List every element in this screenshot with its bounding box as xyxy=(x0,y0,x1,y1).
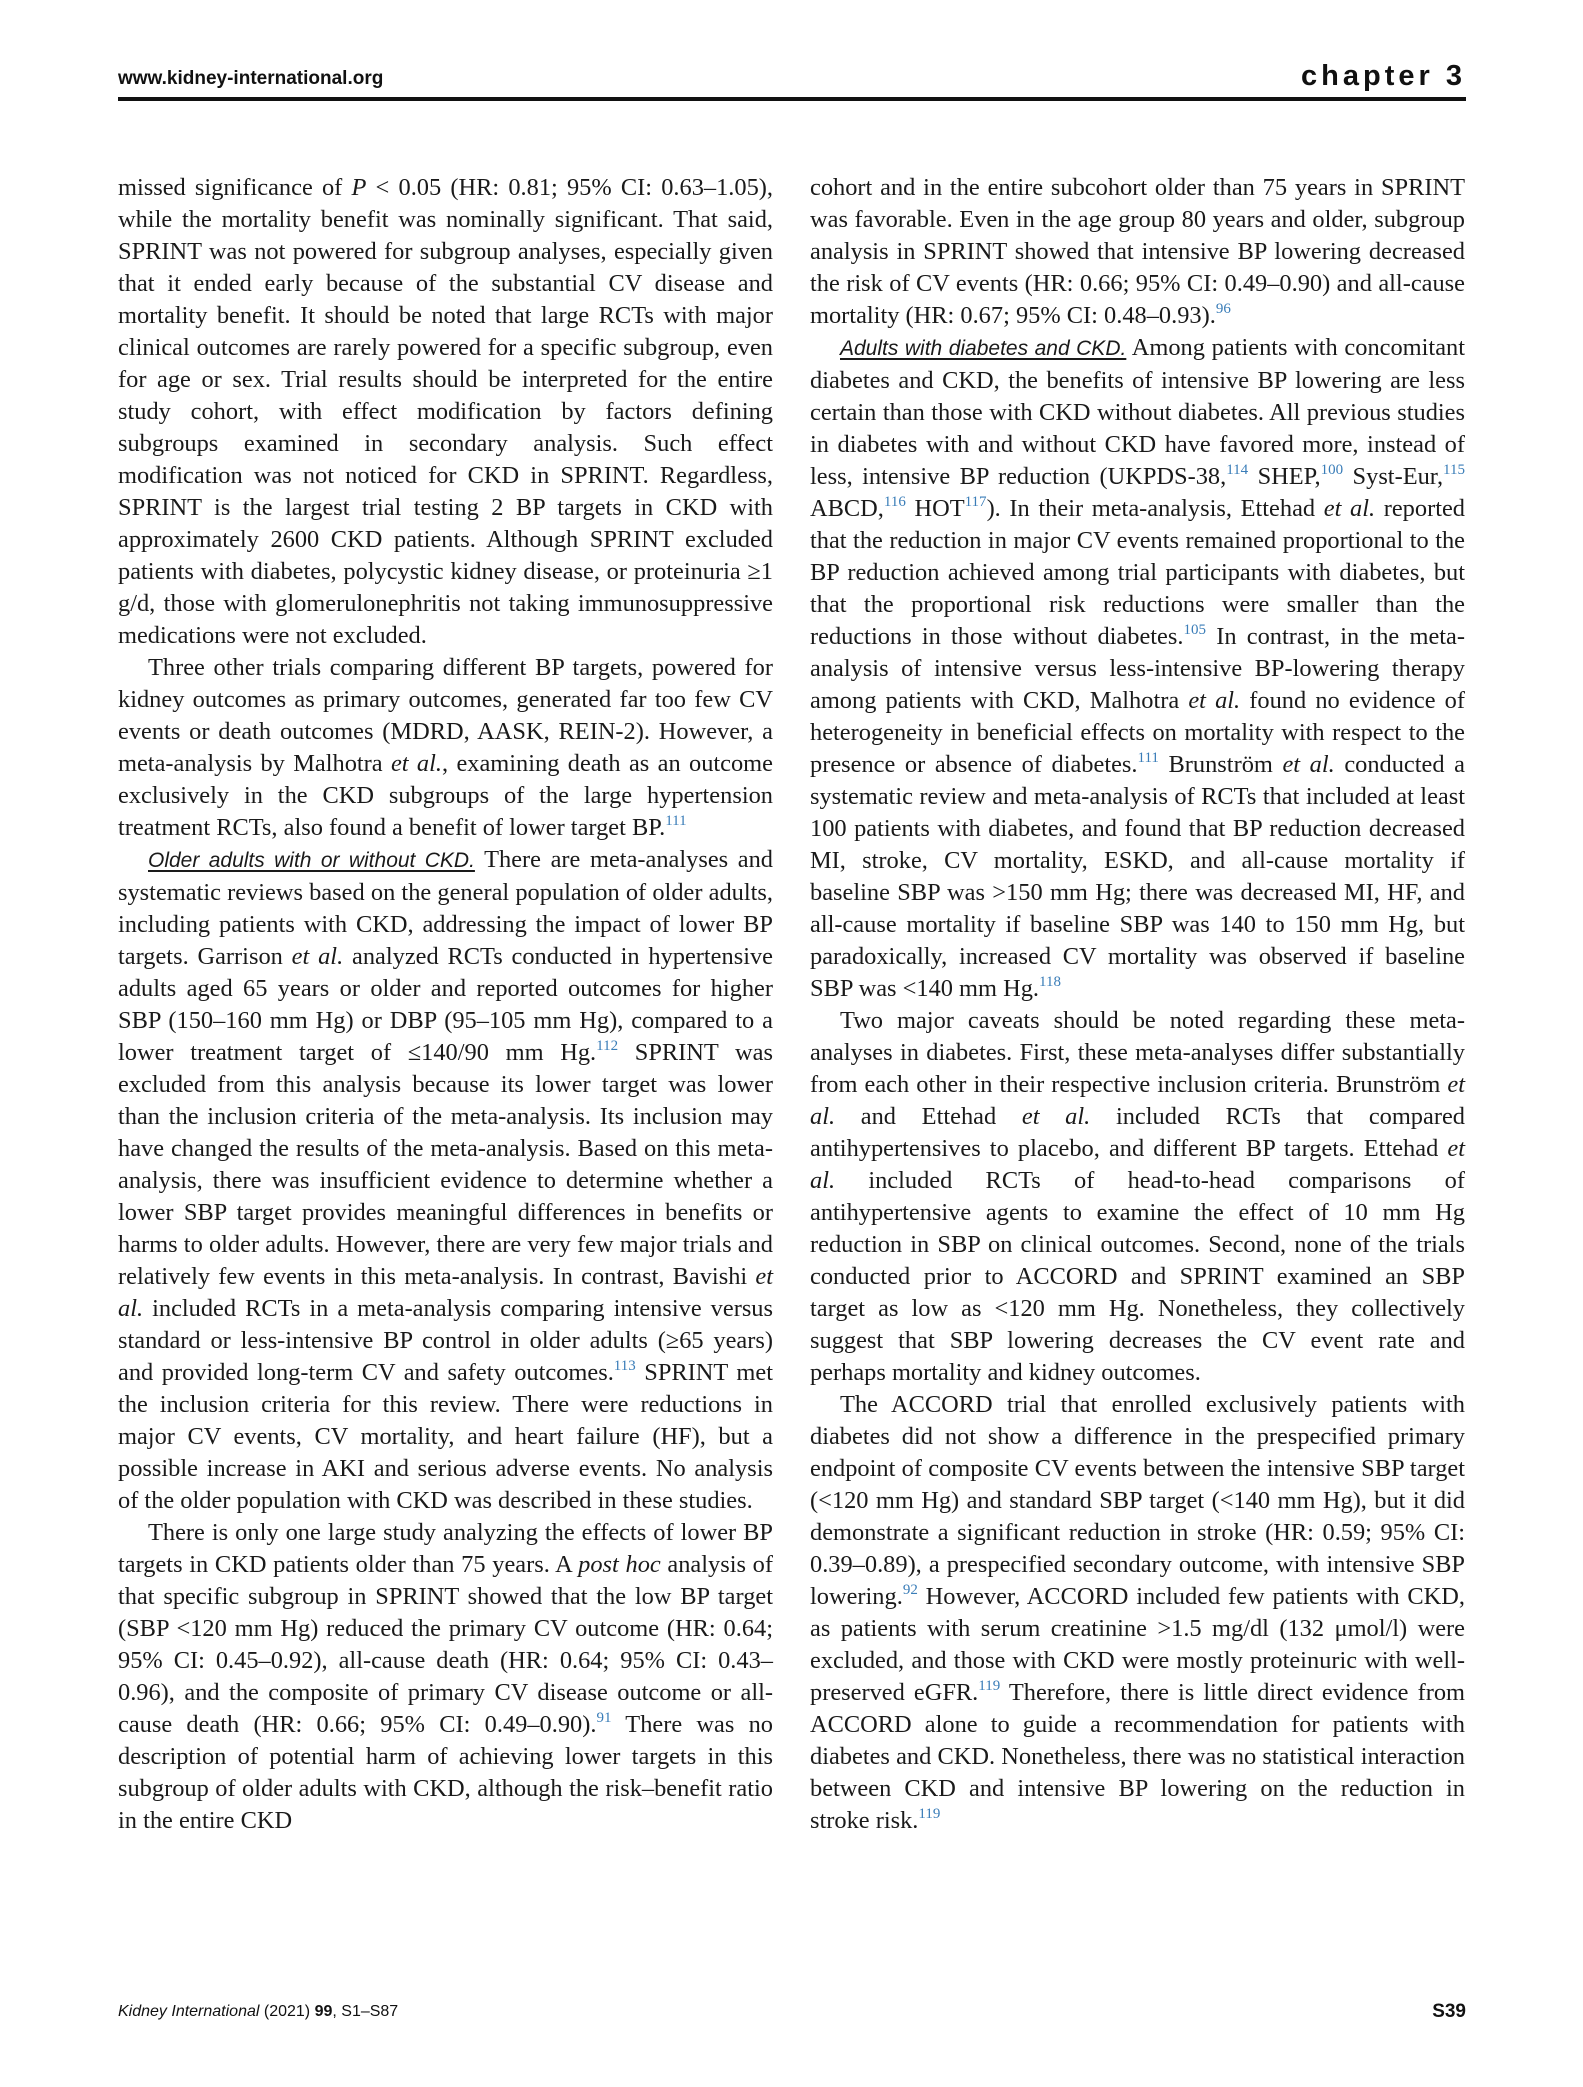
left-paragraph-4: There is only one large study analyzing the effects of lower BP targets in CKD patients older than 75 years. A post hoc analysis of that specific subgroup in SPRINT showed that the low BP target (SBP <120 mm Hg) reduced the primary CV outcome (HR: 0.64; 95% CI: 0.45–0.92), all-cause death (HR: 0.64; 95% CI: 0.43–0.96), and the composite of primary CV disease outcome or all-cause death (HR: 0.66; 95% CI: 0.49–0.90).$^{91}$ There was no description of potential harm of achieving lower targets in this subgroup of older adults with CKD, although the risk–benefit ratio in the entire CKD xyxy=(118,1519,774,1834)
reference-link[interactable]: 112 xyxy=(596,1038,619,1054)
header-divider xyxy=(118,97,1466,101)
right-column xyxy=(810,172,1465,1837)
right-paragraph-3: Two major caveats should be noted regarding these meta-analyses in diabetes. First, these meta-analyses differ substantially from each other in their respective inclusion criteria. Brunström et al. and Ettehad et al. included RCTs that compared antihypertensives to placebo, and different BP targets. Ettehad et al. included RCTs of head-to-head comparisons of antihypertensive agents to examine the effect of 10 mm Hg reduction in SBP on clinical outcomes. Second, none of the trials conducted prior to ACCORD and SPRINT examined an SBP target as low as <120 mm Hg. Nonetheless, they collectively suggest that SBP lowering decreases the CV event rate and perhaps mortality and kidney outcomes. xyxy=(810,1007,1465,1386)
reference-link[interactable]: 119 xyxy=(978,1678,1001,1694)
right-paragraph-1: cohort and in the entire subcohort older than 75 years in SPRINT was favorable. Even in the age group 80 years and older, subgroup analysis in SPRINT showed that intensive BP lowering decreased the risk of CV events (HR: 0.66; 95% CI: 0.49–0.90) and all-cause mortality (HR: 0.67; 95% CI: 0.48–0.93).$^{96}$ xyxy=(810,174,1465,329)
page-number: S39 xyxy=(1432,2001,1466,2022)
left-paragraph-1: missed significance of P < 0.05 (HR: 0.81; 95% CI: 0.63–1.05), while the mortality benefit was nominally significant. That said, SPRINT was not powered for subgroup analyses, especially given that it ended early because of the substantial CV disease and mortality benefit. It should be noted that large RCTs with major clinical outcomes are rarely powered for a specific subgroup, even for age or sex. Trial results should be interpreted for the entire study cohort, with effect modification by factors defining subgroups examined in secondary analysis. Such effect modification was not noticed for CKD in SPRINT. Regardless, SPRINT is the largest trial testing 2 BP targets in CKD with approximately 2600 CKD patients. Although SPRINT excluded patients with diabetes, polycystic kidney disease, or proteinuria ≥1 g/d, those with glomerulonephritis not taking immunosuppressive medications were not excluded. xyxy=(118,174,773,649)
right-paragraph-2: Adults with diabetes and CKD. Among patients with concomitant diabetes and CKD, the benefits of intensive BP lowering are less certain than those with CKD without diabetes. All previous studies in diabetes with and without CKD have favored more, instead of less, intensive BP reduction (UKPDS-38,$^{114}$ SHEP,$^{100}$ Syst-Eur,$^{115}$ ABCD,$^{116}$ HOT$^{117}$). In their meta-analysis, Ettehad et al. reported that the reduction in major CV events remained proportional to the BP reduction achieved among trial participants with diabetes, but that the proportional risk reductions were smaller than the reductions in those without diabetes.$^{105}$ In contrast, in the meta-analysis of intensive versus less-intensive BP-lowering therapy among patients with CKD, Malhotra et al. found no evidence of heterogeneity in beneficial effects on mortality with respect to the presence or absence of diabetes.$^{111}$ Brunström et al. conducted a systematic review and meta-analysis of RCTs that included at least 100 patients with diabetes, and found that BP reduction decreased MI, stroke, CV mortality, ESKD, and all-cause mortality if baseline SBP was >150 mm Hg; there was decreased MI, HF, and all-cause mortality if baseline SBP was 140 to 150 mm Hg, but paradoxically, increased CV mortality was observed if baseline SBP was <140 mm Hg.$^{118}$ xyxy=(810,334,1465,1002)
reference-link[interactable]: 113 xyxy=(613,1358,636,1374)
chapter-label: chapter 3 xyxy=(1301,60,1466,92)
reference-link[interactable]: 111 xyxy=(665,813,687,829)
reference-link[interactable]: 118 xyxy=(1039,974,1061,990)
right-paragraph-4: The ACCORD trial that enrolled exclusively patients with diabetes did not show a difference in the prespecified primary endpoint of composite CV events between the intensive SBP target (<120 mm Hg) and standard SBP target (<140 mm Hg), but it did demonstrate a significant reduction in stroke (HR: 0.59; 95% CI: 0.39–0.89), a prespecified secondary outcome, with intensive SBP lowering.$^{92}$ However, ACCORD included few patients with CKD, as patients with serum creatinine >1.5 mg/dl (132 μmol/l) were excluded, and those with CKD were mostly proteinuric with well-preserved eGFR.$^{119}$ Therefore, there is little direct evidence from ACCORD alone to guide a recommendation for patients with diabetes and CKD. Nonetheless, there was no statistical interaction between CKD and intensive BP lowering on the reduction in stroke risk.$^{119}$ xyxy=(810,1391,1465,1834)
reference-link[interactable]: 91 xyxy=(596,1710,612,1726)
left-paragraph-2: Three other trials comparing different BP targets, powered for kidney outcomes as primary outcomes, generated far too few CV events or death outcomes (MDRD, AASK, REIN-2). However, a meta-analysis by Malhotra et al., examining death as an outcome exclusively in the CKD subgroups of the large hypertension treatment RCTs, also found a benefit of lower target BP.$^{111}$ xyxy=(118,654,773,841)
footer-citation: Kidney International (2021) 99, S1–S87 xyxy=(118,2003,399,2020)
reference-link[interactable]: 105 xyxy=(1183,622,1206,638)
reference-link[interactable]: 119 xyxy=(918,1806,941,1822)
journal-site-link[interactable]: www.kidney-international.org xyxy=(118,68,384,89)
reference-link[interactable]: 116 xyxy=(883,494,906,510)
reference-link[interactable]: 100 xyxy=(1320,462,1344,478)
reference-link[interactable]: 96 xyxy=(1215,301,1231,317)
left-column xyxy=(118,172,773,1837)
left-paragraph-3: Older adults with or without CKD. There are meta-analyses and systematic reviews based on the general population of older adults, including patients with CKD, addressing the impact of lower BP targets. Garrison et al. analyzed RCTs conducted in hypertensive adults aged 65 years or older and reported outcomes for higher SBP (150–160 mm Hg) or DBP (95–105 mm Hg), compared to a lower treatment target of ≤140/90 mm Hg.$^{112}$ SPRINT was excluded from this analysis because its lower target was lower than the inclusion criteria of the meta-analysis. Its inclusion may have changed the results of the meta-analysis. Based on this meta-analysis, there was insufficient evidence to determine whether a lower SBP target provides meaningful differences in benefits or harms to older adults. However, there are very few major trials and relatively few events in this meta-analysis. In contrast, Bavishi et al. included RCTs in a meta-analysis comparing intensive versus standard or less-intensive BP control in older adults (≥65 years) and provided long-term CV and safety outcomes.$^{113}$ SPRINT met the inclusion criteria for this review. There were reductions in major CV events, CV mortality, and heart failure (HF), but a possible increase in AKI and serious adverse events. No analysis of the older population with CKD was described in these studies. xyxy=(118,846,773,1514)
section-heading-older-adults: Older adults with or without CKD. xyxy=(148,849,475,872)
reference-link[interactable]: 92 xyxy=(902,1582,918,1598)
section-heading-diabetes-ckd: Adults with diabetes and CKD. xyxy=(840,337,1127,360)
reference-link[interactable]: 114 xyxy=(1226,462,1249,478)
reference-link[interactable]: 117 xyxy=(964,494,987,510)
reference-link[interactable]: 111 xyxy=(1137,750,1159,766)
reference-link[interactable]: 115 xyxy=(1443,462,1465,478)
